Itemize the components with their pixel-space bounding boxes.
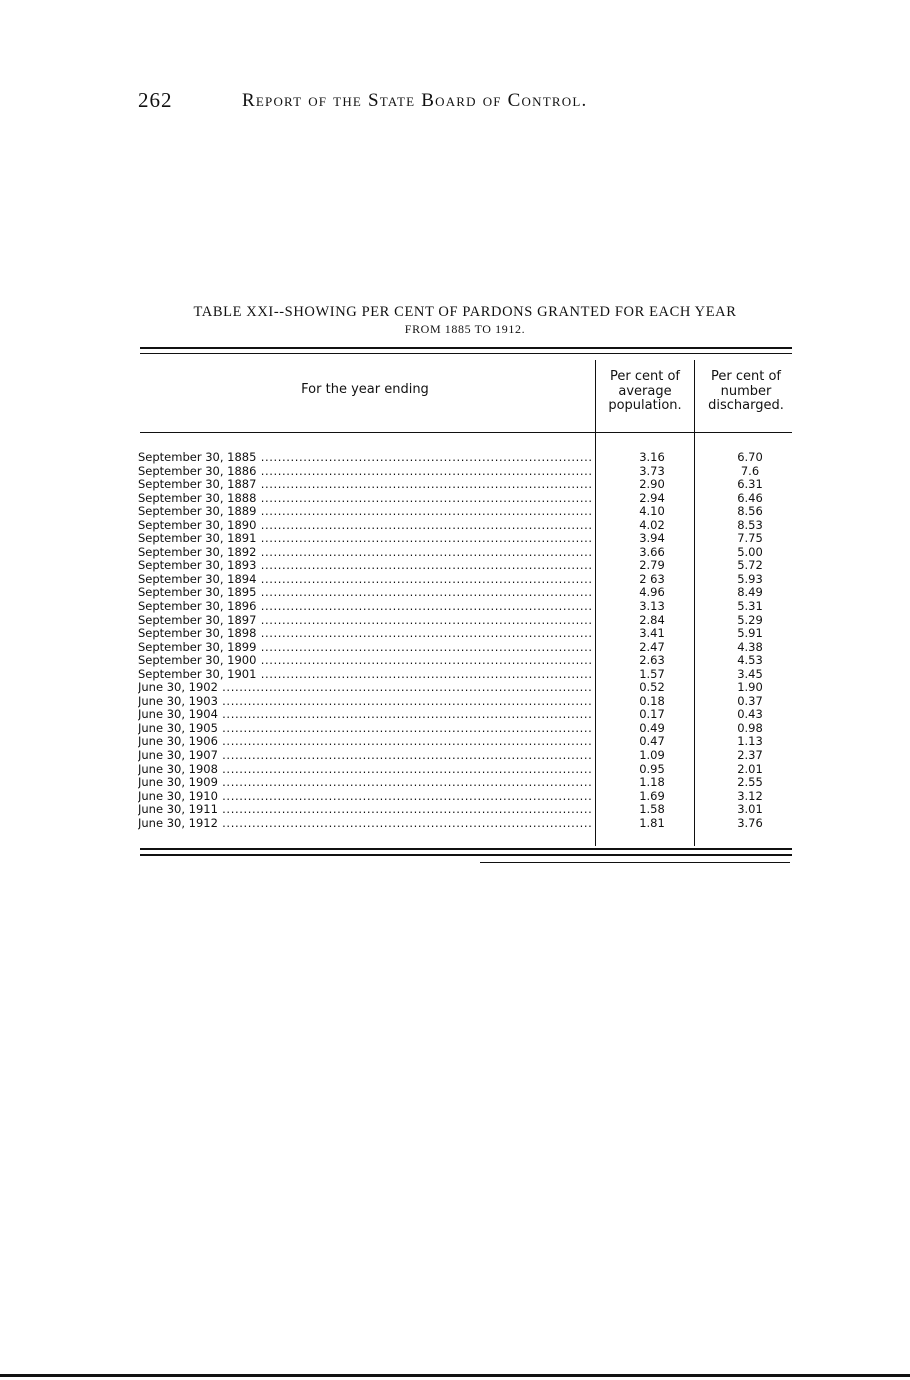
pct-discharged-cell: 2.37 [737, 748, 763, 763]
year-cell: June 30, 1909 ..... [138, 776, 592, 790]
pct-population-cell: 3.73 [639, 463, 665, 478]
table-row [138, 478, 798, 492]
column-header-pct-population [597, 370, 693, 414]
pct-discharged-cell: 5.00 [737, 544, 763, 559]
pct-discharged-cell: 1.13 [737, 734, 763, 749]
pct-population-cell: 1.57 [639, 666, 665, 681]
table-caption-line1: TABLE XXI--SHOWING PER CENT OF PARDONS GRANTED FOR EACH YEAR [193, 304, 737, 320]
pct-discharged-cell: 1.90 [737, 680, 763, 695]
year-cell: September 30, 1887 ..... [138, 478, 592, 492]
pct-discharged-cell: 5.31 [737, 599, 763, 614]
year-cell: June 30, 1906 ..... [138, 735, 592, 749]
column-header-year-ending: For the year ending [301, 382, 429, 397]
table-row [138, 559, 798, 573]
table-row [138, 708, 798, 722]
table-row [138, 763, 798, 777]
running-head [138, 88, 698, 118]
column-header-pct-discharged [697, 370, 795, 414]
pct-population-cell: 0.17 [639, 707, 665, 722]
table-row [138, 627, 798, 641]
header-line: discharged. [708, 398, 784, 413]
year-cell: June 30, 1908 ..... [138, 763, 592, 777]
year-cell: September 30, 1889 ..... [138, 505, 592, 519]
pct-population-cell: 1.69 [639, 788, 665, 803]
pct-population-cell: 3.41 [639, 626, 665, 641]
table-caption-line2: FROM 1885 TO 1912. [404, 322, 526, 336]
pct-discharged-cell: 5.72 [737, 558, 763, 573]
pct-discharged-cell: 3.01 [737, 802, 763, 817]
pct-discharged-cell: 8.56 [737, 504, 763, 519]
table-body [138, 451, 798, 830]
header-line: Per cent of [711, 369, 781, 384]
pct-discharged-cell: 6.70 [737, 450, 763, 464]
pct-population-cell: 3.66 [639, 544, 665, 559]
table-row [138, 790, 798, 804]
table-row [138, 735, 798, 749]
pct-population-cell: 4.02 [639, 517, 665, 532]
table-row [138, 573, 798, 587]
table-row [138, 749, 798, 763]
pct-population-cell: 1.58 [639, 802, 665, 817]
pct-population-cell: 1.18 [639, 775, 665, 790]
header-line: Per cent of [610, 369, 680, 384]
pct-population-cell: 2 63 [639, 571, 665, 586]
pct-discharged-cell: 8.49 [737, 585, 763, 600]
pct-population-cell: 3.13 [639, 599, 665, 614]
header-line: population. [608, 398, 682, 413]
pct-population-cell: 0.49 [639, 720, 665, 735]
table-row [138, 600, 798, 614]
pct-discharged-cell: 0.37 [737, 693, 763, 708]
table-row [138, 776, 798, 790]
pct-discharged-cell: 8.53 [737, 517, 763, 532]
year-cell: September 30, 1896 ..... [138, 600, 592, 614]
pct-discharged-cell: 2.55 [737, 775, 763, 790]
pct-discharged-cell: 6.31 [737, 477, 763, 492]
table-row [138, 654, 798, 668]
pct-discharged-cell: 3.76 [737, 815, 763, 830]
year-cell: September 30, 1895 ..... [138, 586, 592, 600]
table-row [138, 803, 798, 817]
pct-population-cell: 2.90 [639, 477, 665, 492]
pct-discharged-cell: 5.29 [737, 612, 763, 627]
page-bottom-edge [0, 1374, 910, 1377]
pct-population-cell: 0.18 [639, 693, 665, 708]
year-cell: June 30, 1905 ..... [138, 722, 592, 736]
pct-discharged-cell: 6.46 [737, 490, 763, 505]
table-row [138, 519, 798, 533]
year-cell: June 30, 1904 ..... [138, 708, 592, 722]
pct-population-cell: 2.47 [639, 639, 665, 654]
pct-population-cell: 0.52 [639, 680, 665, 695]
table-top-rule [140, 347, 792, 349]
year-cell: June 30, 1907 ..... [138, 749, 592, 763]
year-cell: September 30, 1894 ..... [138, 573, 592, 587]
pct-discharged-cell: 4.38 [737, 639, 763, 654]
year-cell: September 30, 1886 ..... [138, 465, 592, 479]
pct-discharged-cell: 3.45 [737, 666, 763, 681]
pct-population-cell: 3.16 [639, 450, 665, 464]
table-row [138, 532, 798, 546]
pct-discharged-cell: 7.6 [740, 463, 760, 478]
pct-discharged-cell: 7.75 [737, 531, 763, 546]
table-row [138, 546, 798, 560]
year-cell: September 30, 1891 ..... [138, 532, 592, 546]
pct-population-cell: 1.09 [639, 748, 665, 763]
pct-population-cell: 2.94 [639, 490, 665, 505]
table-row [138, 641, 798, 655]
year-cell: September 30, 1900 ..... [138, 654, 592, 668]
pct-population-cell: 2.63 [639, 653, 665, 668]
year-cell: September 30, 1892 ..... [138, 546, 592, 560]
year-cell: September 30, 1893 ..... [138, 559, 592, 573]
pct-discharged-cell: 0.98 [737, 720, 763, 735]
pct-population-cell: 2.84 [639, 612, 665, 627]
year-cell: June 30, 1902 ..... [138, 681, 592, 695]
pct-population-cell: 0.47 [639, 734, 665, 749]
table-row [138, 614, 798, 628]
table-caption [130, 304, 800, 338]
table-top-rule-secondary [140, 353, 792, 354]
pct-discharged-cell: 0.43 [737, 707, 763, 722]
table-row [138, 695, 798, 709]
year-cell: September 30, 1899 ..... [138, 641, 592, 655]
pct-population-cell: 0.95 [639, 761, 665, 776]
year-cell: September 30, 1897 ..... [138, 614, 592, 628]
table-bottom-rule-partial [480, 862, 790, 863]
year-cell: September 30, 1890 ..... [138, 519, 592, 533]
year-cell: September 30, 1901 ..... [138, 668, 592, 682]
pct-population-cell: 4.10 [639, 504, 665, 519]
table-bottom-rule [140, 848, 792, 850]
pct-discharged-cell: 4.53 [737, 653, 763, 668]
table-row [138, 492, 798, 506]
report-title: Report of the State Board of Control. [242, 90, 588, 111]
year-cell: September 30, 1898 ..... [138, 627, 592, 641]
year-cell: June 30, 1912 ..... [138, 817, 592, 831]
pct-population-cell: 1.81 [639, 815, 665, 830]
pct-discharged-cell: 3.12 [737, 788, 763, 803]
year-cell: September 30, 1885 ..... [138, 451, 592, 465]
table-row [138, 465, 798, 479]
header-line: average [618, 383, 672, 399]
header-line: number [720, 383, 772, 399]
pct-population-cell: 3.94 [639, 531, 665, 546]
page-number: 262 [138, 88, 173, 112]
pct-discharged-cell: 5.93 [737, 571, 763, 586]
pct-discharged-cell: 5.91 [737, 626, 763, 641]
table-row [138, 505, 798, 519]
table-bottom-rule-secondary [140, 854, 792, 856]
table-row [138, 451, 798, 465]
year-cell: June 30, 1911 ..... [138, 803, 592, 817]
pct-population-cell: 4.96 [639, 585, 665, 600]
year-cell: June 30, 1910 ..... [138, 790, 592, 804]
year-cell: September 30, 1888 ..... [138, 492, 592, 506]
table-row [138, 668, 798, 682]
table-row [138, 681, 798, 695]
table-row [138, 722, 798, 736]
table-row [138, 586, 798, 600]
pct-discharged-cell: 2.01 [737, 761, 763, 776]
year-cell: June 30, 1903 ..... [138, 695, 592, 709]
pct-population-cell: 2.79 [639, 558, 665, 573]
table-row [138, 817, 798, 831]
